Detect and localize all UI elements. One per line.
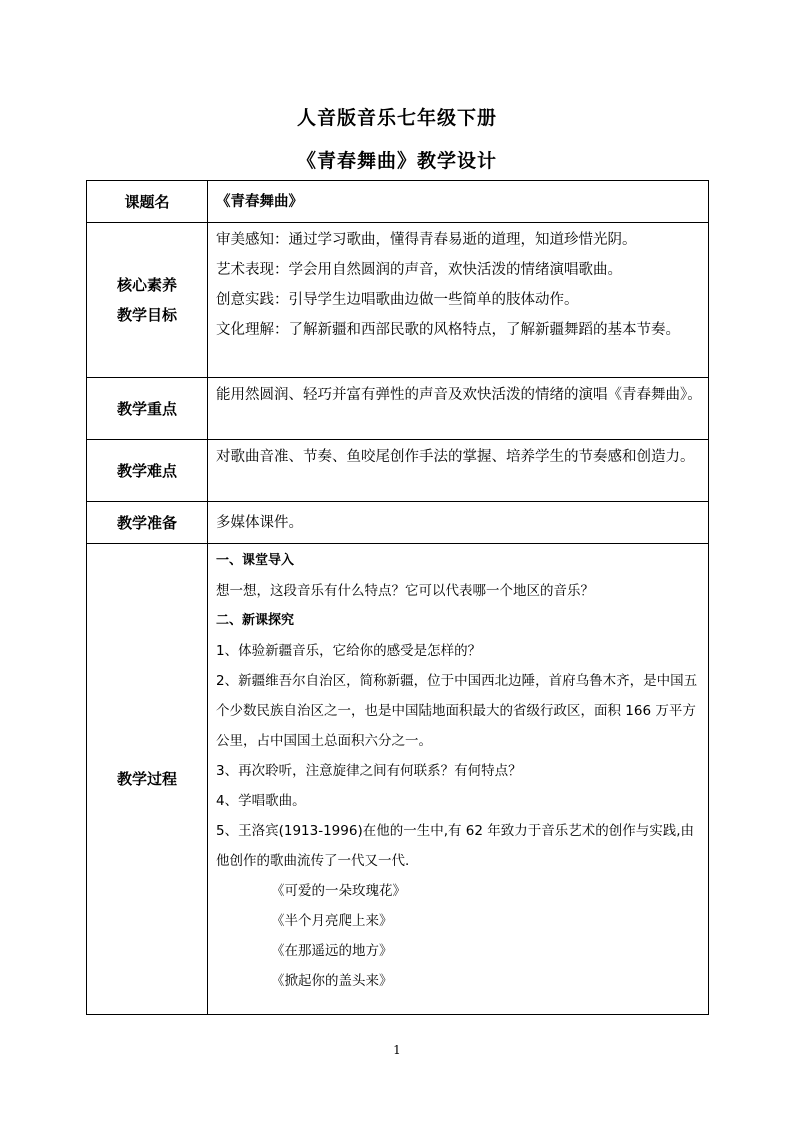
song-title: 《可爱的一朵玫瑰花》	[271, 883, 406, 899]
row-process	[87, 544, 709, 1015]
song-title: 《掀起你的盖头来》	[271, 973, 393, 989]
topic-text: 《青春舞曲》	[216, 193, 303, 210]
goal-item: 创意实践：引导学生边唱歌曲边做一些简单的肢体动作。	[216, 292, 579, 308]
row-goals	[87, 223, 709, 378]
process-item: 5、王洛宾(1913-1996)在他的一生中,有 62 年致力于音乐艺术的创作与实践,由他创作的歌曲流传了一代又一代.	[216, 823, 695, 869]
section-heading: 二、新课探究	[216, 613, 295, 628]
row-difficulties	[87, 440, 709, 502]
process-item: 1、体验新疆音乐，它给你的感受是怎样的？	[216, 643, 482, 659]
process-text: 想一想，这段音乐有什么特点？它可以代表哪一个地区的音乐？	[216, 583, 594, 599]
lesson-plan-table	[86, 180, 709, 1015]
song-title: 《在那遥远的地方》	[271, 943, 393, 959]
value-process	[208, 544, 709, 1015]
goals-label-line2: 教学目标	[116, 306, 177, 324]
value-goals	[208, 223, 709, 378]
goals-label-line1: 核心素养	[116, 276, 177, 294]
label-goals	[87, 223, 208, 378]
document-subtitle: 《青春舞曲》教学设计	[296, 150, 497, 172]
document-title: 人音版音乐七年级下册	[296, 107, 497, 129]
goal-item: 审美感知：通过学习歌曲，懂得青春易逝的道理，知道珍惜光阴。	[216, 232, 637, 248]
value-key-points	[208, 378, 709, 440]
label-topic: 课题名	[87, 181, 208, 223]
goal-item: 文化理解：了解新疆和西部民歌的风格特点，了解新疆舞蹈的基本节奏。	[216, 322, 680, 338]
label-process: 教学过程	[87, 544, 208, 1015]
preparation-text: 多媒体课件。	[216, 514, 303, 531]
process-item: 3、再次聆听，注意旋律之间有何联系？有何特点？	[216, 763, 522, 779]
value-preparation	[208, 502, 709, 544]
value-topic	[208, 181, 709, 223]
goal-item: 艺术表现：学会用自然圆润的声音，欢快活泼的情绪演唱歌曲。	[216, 262, 622, 278]
label-preparation: 教学准备	[87, 502, 208, 544]
process-item: 4、学唱歌曲。	[216, 793, 306, 809]
label-difficulties: 教学难点	[87, 440, 208, 502]
process-item: 2、新疆维吾尔自治区，简称新疆，位于中国西北边陲，首府乌鲁木齐，是中国五个少数民族自治区之一，也是中国陆地面积最大的省级行政区，面积 166 万平方公里，占中国国土总面积六分之一。	[216, 673, 698, 749]
row-key-points	[87, 378, 709, 440]
section-heading: 一、课堂导入	[216, 553, 295, 568]
label-key-points: 教学重点	[87, 378, 208, 440]
row-preparation	[87, 502, 709, 544]
key-points-text: 能用然圆润、轻巧并富有弹性的声音及欢快活泼的情绪的演唱《青春舞曲》。	[216, 387, 702, 403]
difficulties-text: 对歌曲音准、节奏、鱼咬尾创作手法的掌握、培养学生的节奏感和创造力。	[216, 449, 695, 465]
row-topic	[87, 181, 709, 223]
song-title: 《半个月亮爬上来》	[271, 913, 393, 929]
value-difficulties	[208, 440, 709, 502]
page-number: 1	[393, 1043, 401, 1057]
